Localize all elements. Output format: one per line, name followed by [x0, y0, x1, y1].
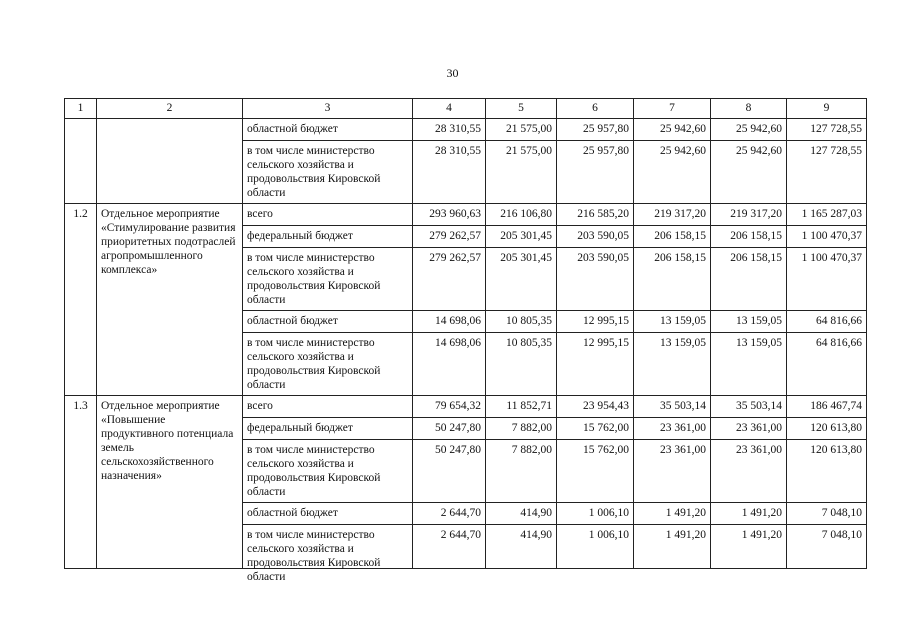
activity-title: Отдельное мероприятие «Стимулирование развития приоритетных подотраслей агропромышленного комплекса»	[97, 204, 243, 396]
amount-cell: 206 158,15	[711, 226, 787, 248]
amount-cell: 1 006,10	[557, 525, 634, 569]
amount-cell: 7 882,00	[486, 418, 557, 440]
amount-cell: 206 158,15	[711, 248, 787, 311]
amount-cell: 15 762,00	[557, 418, 634, 440]
amount-cell: 1 006,10	[557, 503, 634, 525]
amount-cell: 216 585,20	[557, 204, 634, 226]
funding-source	[243, 525, 413, 583]
amount-cell: 11 852,71	[486, 396, 557, 418]
amount-cell: 219 317,20	[634, 204, 711, 226]
amount-cell: 7 048,10	[787, 525, 867, 569]
activity-title	[97, 119, 243, 204]
amount-cell: 206 158,15	[634, 248, 711, 311]
column-header: 1	[65, 99, 97, 119]
column-header: 3	[243, 99, 413, 119]
funding-source: областной бюджет	[243, 503, 413, 525]
amount-cell: 28 310,55	[413, 141, 486, 204]
column-header: 2	[97, 99, 243, 119]
table-row	[65, 119, 867, 141]
amount-cell: 28 310,55	[413, 119, 486, 141]
amount-cell: 12 995,15	[557, 333, 634, 396]
amount-cell: 25 957,80	[557, 141, 634, 204]
amount-cell: 23 361,00	[634, 440, 711, 503]
column-header: 5	[486, 99, 557, 119]
amount-cell: 35 503,14	[711, 396, 787, 418]
activity-title: Отдельное мероприятие «Повышение продуктивного потенциала земель сельскохозяйственного назначения»	[97, 396, 243, 569]
amount-cell: 1 491,20	[711, 503, 787, 525]
amount-cell: 414,90	[486, 503, 557, 525]
amount-cell: 25 942,60	[634, 119, 711, 141]
amount-cell: 50 247,80	[413, 440, 486, 503]
amount-cell: 1 491,20	[711, 525, 787, 569]
amount-cell: 206 158,15	[634, 226, 711, 248]
item-index: 1.2	[65, 204, 97, 396]
amount-cell: 1 491,20	[634, 525, 711, 569]
amount-cell: 127 728,55	[787, 141, 867, 204]
amount-cell: 1 100 470,37	[787, 248, 867, 311]
amount-cell: 15 762,00	[557, 440, 634, 503]
funding-source: всего	[243, 204, 413, 226]
amount-cell: 50 247,80	[413, 418, 486, 440]
table-row	[65, 204, 867, 226]
column-header: 7	[634, 99, 711, 119]
amount-cell: 25 942,60	[711, 141, 787, 204]
amount-cell: 414,90	[486, 525, 557, 569]
amount-cell: 21 575,00	[486, 141, 557, 204]
amount-cell: 1 165 287,03	[787, 204, 867, 226]
amount-cell: 120 613,80	[787, 440, 867, 503]
amount-cell: 7 048,10	[787, 503, 867, 525]
amount-cell: 120 613,80	[787, 418, 867, 440]
funding-source: в том числе министерство сельского хозяйства и продовольствия Кировской области	[243, 248, 413, 311]
amount-cell: 205 301,45	[486, 226, 557, 248]
page-number: 30	[446, 66, 459, 80]
funding-source: в том числе министерство сельского хозяйства и продовольствия Кировской области	[243, 440, 413, 503]
amount-cell: 279 262,57	[413, 226, 486, 248]
amount-cell: 1 100 470,37	[787, 226, 867, 248]
funding-source: в том числе министерство сельского хозяйства и продовольствия Кировской области	[243, 333, 413, 396]
amount-cell: 13 159,05	[634, 333, 711, 396]
amount-cell: 203 590,05	[557, 226, 634, 248]
amount-cell: 205 301,45	[486, 248, 557, 311]
funding-table	[64, 98, 867, 583]
column-header: 6	[557, 99, 634, 119]
amount-cell: 23 361,00	[711, 440, 787, 503]
amount-cell: 23 361,00	[711, 418, 787, 440]
amount-cell: 127 728,55	[787, 119, 867, 141]
amount-cell: 279 262,57	[413, 248, 486, 311]
amount-cell: 12 995,15	[557, 311, 634, 333]
amount-cell: 21 575,00	[486, 119, 557, 141]
amount-cell: 25 957,80	[557, 119, 634, 141]
funding-source: областной бюджет	[243, 119, 413, 141]
funding-source: областной бюджет	[243, 311, 413, 333]
column-header: 8	[711, 99, 787, 119]
amount-cell: 35 503,14	[634, 396, 711, 418]
amount-cell: 14 698,06	[413, 311, 486, 333]
amount-cell: 10 805,35	[486, 311, 557, 333]
table-row	[65, 396, 867, 418]
amount-cell: 13 159,05	[711, 333, 787, 396]
funding-source: федеральный бюджет	[243, 226, 413, 248]
amount-cell: 79 654,32	[413, 396, 486, 418]
amount-cell: 25 942,60	[634, 141, 711, 204]
column-number-row	[65, 99, 867, 119]
item-index: 1.3	[65, 396, 97, 569]
column-header: 9	[787, 99, 867, 119]
amount-cell: 23 954,43	[557, 396, 634, 418]
funding-source: федеральный бюджет	[243, 418, 413, 440]
column-header: 4	[413, 99, 486, 119]
amount-cell: 64 816,66	[787, 333, 867, 396]
amount-cell: 25 942,60	[711, 119, 787, 141]
amount-cell: 203 590,05	[557, 248, 634, 311]
amount-cell: 2 644,70	[413, 503, 486, 525]
funding-source-text: в том числе министерство сельского хозяйства и продовольствия Кировской области	[247, 529, 381, 583]
amount-cell: 186 467,74	[787, 396, 867, 418]
amount-cell: 64 816,66	[787, 311, 867, 333]
amount-cell: 23 361,00	[634, 418, 711, 440]
amount-cell: 2 644,70	[413, 525, 486, 569]
amount-cell: 14 698,06	[413, 333, 486, 396]
amount-cell: 13 159,05	[711, 311, 787, 333]
amount-cell: 10 805,35	[486, 333, 557, 396]
amount-cell: 1 491,20	[634, 503, 711, 525]
funding-source: всего	[243, 396, 413, 418]
amount-cell: 219 317,20	[711, 204, 787, 226]
item-index	[65, 119, 97, 204]
funding-source: в том числе министерство сельского хозяйства и продовольствия Кировской области	[243, 141, 413, 204]
table-body	[65, 119, 867, 583]
amount-cell: 216 106,80	[486, 204, 557, 226]
amount-cell: 13 159,05	[634, 311, 711, 333]
amount-cell: 7 882,00	[486, 440, 557, 503]
amount-cell: 293 960,63	[413, 204, 486, 226]
